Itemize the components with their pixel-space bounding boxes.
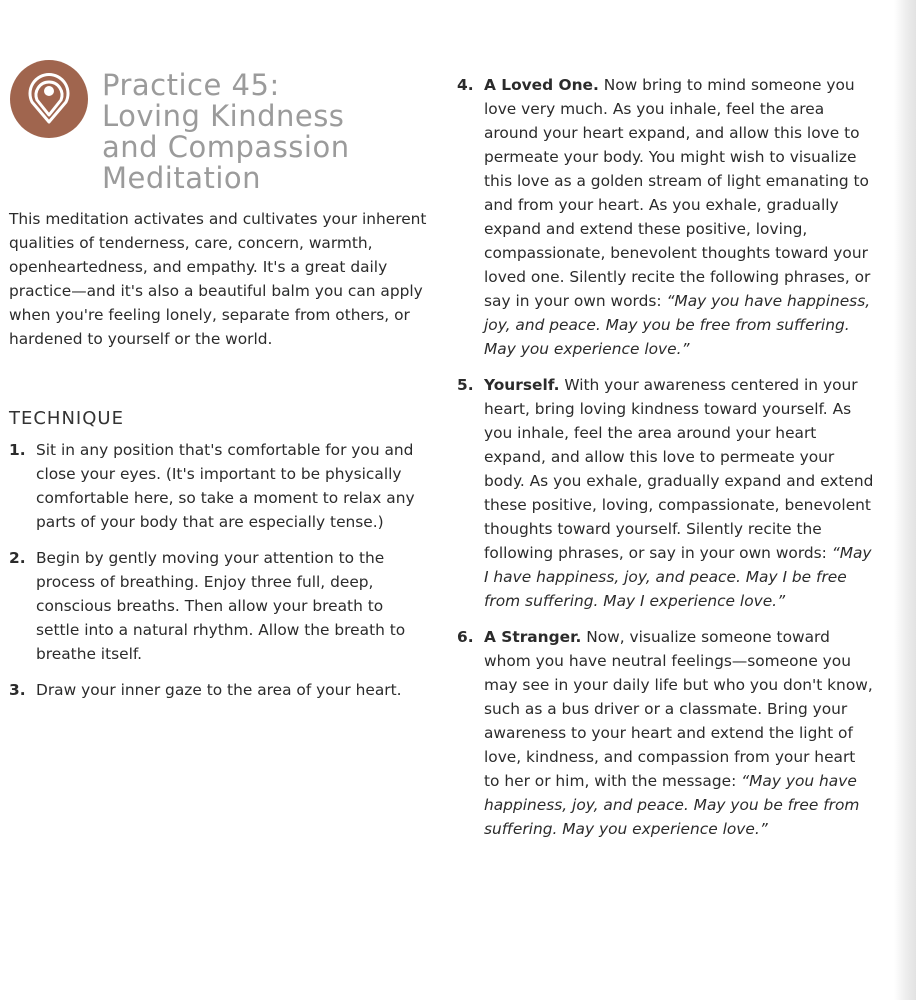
step-number: 6. (457, 628, 474, 646)
step-quote: “May I have happiness, joy, and peace. May I be free from suffering. May I experience love.” (484, 544, 872, 610)
location-pin-icon (10, 60, 88, 138)
step-quote: “May you have happiness, joy, and peace. May you be free from suffering. May you experience love.” (484, 772, 860, 838)
technique-heading: TECHNIQUE (9, 408, 124, 429)
page-title (102, 70, 350, 194)
step-item (457, 73, 875, 361)
step-number: 1. (9, 441, 26, 459)
title-line: Practice 45: (102, 68, 280, 102)
step-item (9, 678, 429, 702)
step-body: Sit in any position that's comfortable for you and close your eyes. (It's important to be physically comfortable here, so take a moment to relax any parts of your body that are especially tense.) (36, 441, 415, 531)
step-number: 4. (457, 76, 474, 94)
step-body: Now bring to mind someone you love very much. As you inhale, feel the area around your heart expand, and allow this love to permeate your body. You might wish to visualize this love as a golden stream of light emanating to and from your heart. As you exhale, gradually expand and extend these positive, loving, compassionate, benevolent thoughts toward your loved one. Silently recite the following phrases, or say in your own words: (484, 76, 871, 310)
step-number: 3. (9, 681, 26, 699)
steps-list-left (9, 438, 429, 714)
intro-paragraph: This meditation activates and cultivates your inherent qualities of tenderness, care, concern, warmth, openheartedness, and empathy. It's a great daily practice—and it's also a beautiful balm you can apply when you're feeling lonely, separate from others, or hardened to yourself or the world. (9, 210, 427, 348)
step-item (457, 625, 875, 841)
step-body: With your awareness centered in your heart, bring loving kindness toward yourself. As you inhale, feel the area around your heart expand, and allow this love to permeate your body. As you exhale, gradually expand and extend these positive, loving, compassionate, benevolent thoughts toward yourself. Silently recite the following phrases, or say in your own words: (484, 376, 874, 562)
step-item (9, 546, 429, 666)
step-body: Draw your inner gaze to the area of your heart. (36, 681, 402, 699)
steps-list-right (457, 73, 875, 853)
step-number: 2. (9, 549, 26, 567)
title-line: Meditation (102, 161, 262, 195)
page-edge-shadow (894, 0, 916, 1000)
step-lead: A Loved One. (484, 76, 599, 94)
step-item (9, 438, 429, 534)
title-line: Loving Kindness (102, 99, 345, 133)
step-quote: “May you have happiness, joy, and peace. May you be free from suffering. May you experience love.” (484, 292, 871, 358)
step-number: 5. (457, 376, 474, 394)
step-lead: A Stranger. (484, 628, 582, 646)
step-body: Begin by gently moving your attention to the process of breathing. Enjoy three full, deep, conscious breaths. Then allow your breath to settle into a natural rhythm. Allow the breath to breathe itself. (36, 549, 406, 663)
title-line: and Compassion (102, 130, 350, 164)
step-item (457, 373, 875, 613)
step-body: Now, visualize someone toward whom you have neutral feelings—someone you may see in your daily life but who you don't know, such as a bus driver or a classmate. Bring your awareness to your heart and extend the light of love, kindness, and compassion from your heart to her or him, with the message: (484, 628, 873, 790)
step-lead: Yourself. (484, 376, 560, 394)
